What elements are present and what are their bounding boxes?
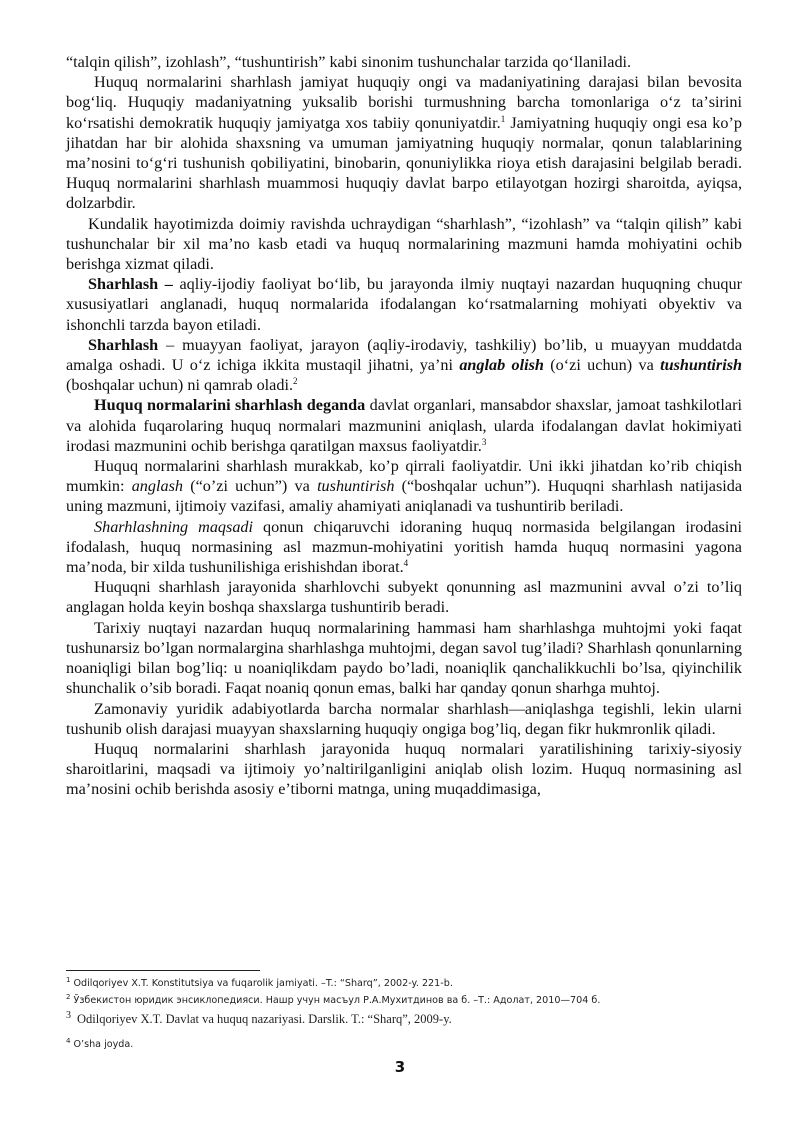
paragraph-10: Tarixiy nuqtayi nazardan huquq normalarining hammasi ham sharhlashga muhtojmi yoki faqat tushunarsiz bo’lgan normalargina sharhlashga muhtojmi, degan savol tug’iladi? Sharhlash qonunlarning noaniqligi bilan bog’liq: u noaniqlikdam paydo bo’ladi, noaniqlik qanchalikkuchli bo’lsa, qiyinchilik shunchalik o’sib boradi. Faqat noaniq qonun emas, balki har qanday qonun sharhga muhtoj. <box>66 618 742 698</box>
page-number: 3 <box>394 1058 406 1076</box>
footnotes <box>66 970 742 1055</box>
footnote-4: $^4$ O’sha joyda. <box>66 1037 134 1050</box>
term-huquq-sharhlash: Huquq normalarini sharhlash deganda <box>94 396 366 415</box>
paragraph-1: “talqin qilish”, izohlash”, “tushuntirish” kabi sinonim tushunchalar tarzida qoʻllaniladi. <box>66 53 632 71</box>
paragraph-2: Huquq normalarini sharhlash jamiyat huquqiy ongi va madaniyatining darajasi bilan bevosita bogʻliq. Huquqiy madaniyatning yuksalib borishi turmushning barcha tomonlariga oʻz taʼsirini koʻrsatishi demokratik huquqiy jamiyatga xos tabiiy qonuniyatdir.$^1$ Jamiyatning huquqiy ongi esa ko’p jihatdan har bir alohida shaxsning va umuman jamiyatning huquqiy normalar, qonun talablarining ma’nosini to‘g‘ri tushunish qobiliyatini, binobarin, qonuniylikka rioya etish darajasini belgilab beradi. Huquq normalarini sharhlash muammosi huquqiy davlat barpo etilayotgan hozirgi sharoitda, ayiqsa, dolzarbdir. <box>66 73 742 213</box>
paragraph-4: Sharhlash – aqliy-ijodiy faoliyat boʻlib, bu jarayonda ilmiy nuqtayi nazardan huquqning chuqur xususiyatlari anglanadi, huquq normalarida ifodalangan koʻrsatmalarning mohiyati obyektiv va ishonchli tarzda bayon etiladi. <box>66 275 743 334</box>
footnote-1: $^1$ Odilqoriyev X.T. Konstitutsiya va fuqarolik jamiyati. –T.: “Sharq”, 2002-y. 221-b. <box>66 976 453 989</box>
term-maqsad: Sharhlashning maqsadi <box>94 517 254 536</box>
term-tushuntirish-2: tushuntirish <box>317 477 395 496</box>
term-sharhlash: Sharhlash – <box>88 275 173 294</box>
footnote-ref-2: 2 <box>293 376 298 387</box>
paragraph-3: Kundalik hayotimizda doimiy ravishda uchraydigan “sharhlash”, “izohlash” va “talqin qilish” kabi tushunchalar bir xil ma’no kasb etadi va huquq normalarining mazmuni hamda mohiyatini ochib berishga xizmat qiladi. <box>66 214 742 274</box>
footnote-ref-4: 4 <box>403 558 409 569</box>
term-sharhlash-2: Sharhlash <box>88 335 159 354</box>
footnote-ref-1: 1 <box>500 113 506 124</box>
paragraph-6: Huquq normalarini sharhlash deganda davlat organlari, mansabdor shaxslar, jamoat tashkilotlari va alohida fuqarolaring huquq normalari mazmunini aniqlash, ularda ifodalangan davlat hokimiyati irodasi mazmunini ochib berishga qaratilgan maxsus faoliyatdir.$^3$ <box>66 396 742 455</box>
paragraph-11: Zamonaviy yuridik adabiyotlarda barcha normalar sharhlash—aniqlashga tegishli, lekin ularni tushunib olish darajasi muayyan shaxslarning huquqiy ongiga bog’liq, degan fikr hukmronlik qiladi. <box>66 699 742 738</box>
paragraph-8: Sharhlashning maqsadi qonun chiqaruvchi idoraning huquq normasida belgilangan irodasini ifodalash, huquq normasining asl mazmun-mohiyatini yoritish hamda huquq normasini yagona ma’noda, bir xilda tushunilishiga erishishdan iborat.$^4$ <box>66 517 742 577</box>
footnote-3: $^3$ Odilqoriyev X.T. Davlat va huquq nazariyasi. Darslik. T.: “Sharq”, 2009-y. <box>66 1010 452 1026</box>
footnote-divider <box>66 970 260 971</box>
footnote-2: $^2$ Ўзбекистон юридик энсиклопедияси. Нашр учун масъул Р.А.Мухитдинов ва б. –Т.: Адолат, 2010—704 б. <box>66 993 601 1006</box>
paragraph-5: Sharhlash – muayyan faoliyat, jarayon (aqliy-irodaviy, tashkiliy) bo’lib, u muayyan muddatda amalga oshadi. U o‘z ichiga ikkita mustaqil jihatni, ya’ni anglab olish (o‘zi uchun) va tushuntirish (boshqalar uchun) ni qamrab oladi.$^2$ <box>66 335 743 395</box>
term-tushuntirish: tushuntirish <box>660 356 742 375</box>
term-anglash: anglash <box>131 477 183 496</box>
paragraph-7: Huquq normalarini sharhlash murakkab, ko’p qirrali faoliyatdir. Uni ikki jihatdan ko’rib chiqish mumkin: anglash (“o’zi uchun”) va tushuntirish (“boshqalar uchun”). Huquqni sharhlash natijasida uning mazmuni, ijtimoiy vazifasi, amaliy ahamiyati aniqlanadi va tushuntirib beriladi. <box>66 457 743 516</box>
page-body <box>66 52 742 800</box>
paragraph-9: Huquqni sharhlash jarayonida sharhlovchi subyekt qonunning asl mazmunini avval o’zi to’liq anglagan holda keyin boshqa shaxslarga tushuntirib beradi. <box>66 578 742 617</box>
term-anglab-olish: anglab olish <box>459 356 544 375</box>
footnote-ref-3: 3 <box>481 436 487 447</box>
paragraph-12: Huquq normalarini sharhlash jarayonida huquq normalari yaratilishining tarixiy-siyosiy sharoitlarini, maqsadi va ijtimoiy yo’naltirilganligini aniqlab olish lozim. Huquq normasining asl ma’nosini ochib berishda asosiy e’tiborni matnga, uning muqaddimasiga, <box>66 739 742 799</box>
